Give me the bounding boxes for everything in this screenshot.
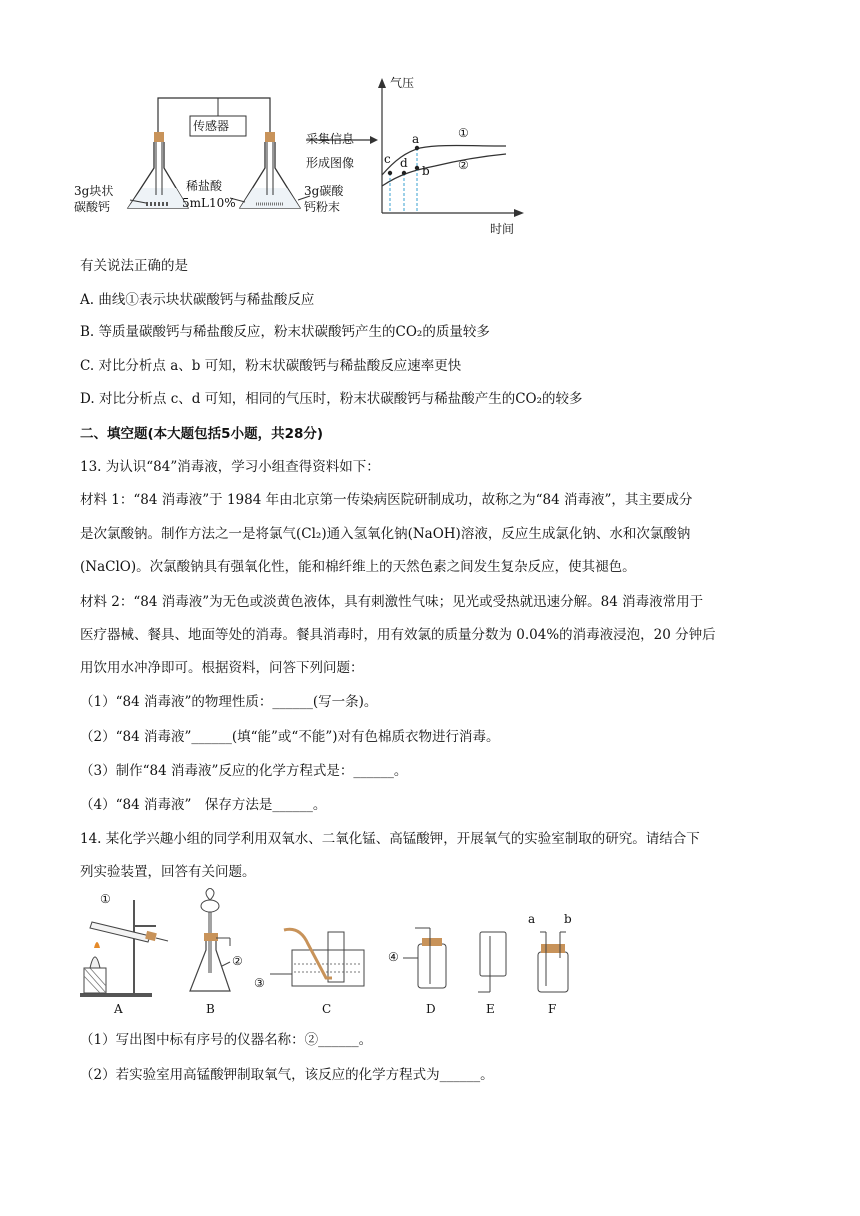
option-letter: C.: [80, 358, 95, 374]
q13-question-4: （4）“84 消毒液” 保存方法是______。: [80, 797, 327, 813]
sensor-label: 传感器: [193, 119, 230, 133]
graph-point-d: d: [400, 156, 408, 170]
option-text: 对比分析点 a、b 可知，粉末状碳酸钙与稀盐酸反应速率更快: [98, 358, 462, 374]
apparatus-caption-f: F: [548, 1002, 557, 1016]
left-sample-label-1: 3g块状: [74, 184, 114, 198]
figure-apparatus: [70, 888, 600, 1020]
option-text: 等质量碳酸钙与稀盐酸反应，粉末状碳酸钙产生的CO₂的质量较多: [98, 324, 490, 340]
q13-material1-line2: 是次氯酸钠。制作方法之一是将氯气(Cl₂)通入氢氧化钠(NaOH)溶液，反应生成氯化钠、水和次氯酸钠: [80, 526, 691, 542]
graph-x-axis-label: 时间: [490, 222, 515, 236]
apparatus-caption-d: D: [426, 1002, 436, 1016]
option-letter: D.: [80, 391, 95, 407]
q13-material1-line1: 材料 1：“84 消毒液”于 1984 年由北京第一传染病医院研制成功，故称之为“84 消毒液”，其主要成分: [80, 492, 693, 508]
q14-intro-line2: 列实验装置，回答有关问题。: [80, 864, 256, 880]
q12-option-a: [80, 290, 314, 310]
graph-point-c: c: [384, 152, 391, 166]
q12-option-b: [80, 322, 490, 342]
q13-question-1: （1）“84 消毒液”的物理性质：______(写一条)。: [80, 694, 378, 710]
right-sample-label-2: 钙粉末: [304, 200, 341, 214]
arrow-label-1: 采集信息: [306, 132, 355, 146]
acid-label-1: 稀盐酸: [186, 179, 223, 193]
graph-y-axis-label: 气压: [390, 76, 415, 90]
apparatus-label-2: ②: [232, 954, 243, 968]
apparatus-label-4: ④: [388, 950, 399, 964]
acid-label-2: 5mL10%: [182, 196, 236, 210]
q13-material2-line2: 医疗器械、餐具、地面等处的消毒。餐具消毒时，用有效氯的质量分数为 0.04%的消毒液浸泡，20 分钟后: [80, 627, 716, 643]
option-letter: B.: [80, 324, 95, 340]
q14-question-1: （1）写出图中标有序号的仪器名称：②______。: [80, 1032, 373, 1048]
option-letter: A.: [80, 292, 95, 308]
q13-material2-line3: 用饮用水冲净即可。根据资料，问答下列问题：: [80, 660, 364, 676]
q13-question-3: （3）制作“84 消毒液”反应的化学方程式是：______。: [80, 763, 408, 779]
q12-option-c: [80, 356, 461, 376]
left-sample-label-2: 碳酸钙: [74, 200, 111, 214]
q13-material2-line1: 材料 2：“84 消毒液”为无色或淡黄色液体，具有刺激性气味；见光或受热就迅速分解。84 消毒液常用于: [80, 594, 704, 610]
apparatus-label-b: b: [564, 912, 572, 926]
apparatus-caption-c: C: [322, 1002, 332, 1016]
graph-curve-1-label: ①: [458, 126, 469, 140]
section-2-heading: 二、填空题(本大题包括5小题，共28分): [80, 426, 324, 442]
apparatus-caption-b: B: [206, 1002, 215, 1016]
arrow-label-2: 形成图像: [306, 156, 355, 170]
apparatus-label-a: a: [528, 912, 536, 926]
right-sample-label-1: 3g碳酸: [304, 184, 344, 198]
apparatus-diagram: [70, 888, 600, 1020]
graph-point-a: a: [412, 132, 420, 146]
apparatus-label-1: ①: [100, 892, 111, 906]
option-text: 对比分析点 c、d 可知，相同的气压时，粉末状碳酸钙与稀盐酸产生的CO₂的较多: [98, 391, 583, 407]
apparatus-caption-a: A: [114, 1002, 123, 1016]
figure-reaction-setup: [70, 70, 530, 240]
q14-question-2: （2）若实验室用高锰酸钾制取氧气，该反应的化学方程式为______。: [80, 1067, 494, 1083]
q13-question-2: （2）“84 消毒液”______(填“能”或“不能”)对有色棉质衣物进行消毒。: [80, 729, 500, 745]
apparatus-caption-e: E: [486, 1002, 495, 1016]
q12-option-d: [80, 389, 583, 409]
graph-point-b: b: [422, 164, 430, 178]
q13-intro: 13. 为认识“84”消毒液，学习小组查得资料如下：: [80, 459, 380, 475]
q14-intro-line1: 14. 某化学兴趣小组的同学利用双氧水、二氧化锰、高锰酸钾，开展氧气的实验室制取的研究。请结合下: [80, 831, 700, 847]
graph-curve-2-label: ②: [458, 158, 469, 172]
apparatus-label-3: ③: [254, 976, 265, 990]
reaction-setup-diagram: [70, 70, 530, 240]
q13-material1-line3: (NaClO)。次氯酸钠具有强氧化性，能和棉纤维上的天然色素之间发生复杂反应，使其褪色。: [80, 559, 636, 575]
q12-stem: 有关说法正确的是: [80, 258, 188, 274]
option-text: 曲线①表示块状碳酸钙与稀盐酸反应: [98, 292, 315, 308]
